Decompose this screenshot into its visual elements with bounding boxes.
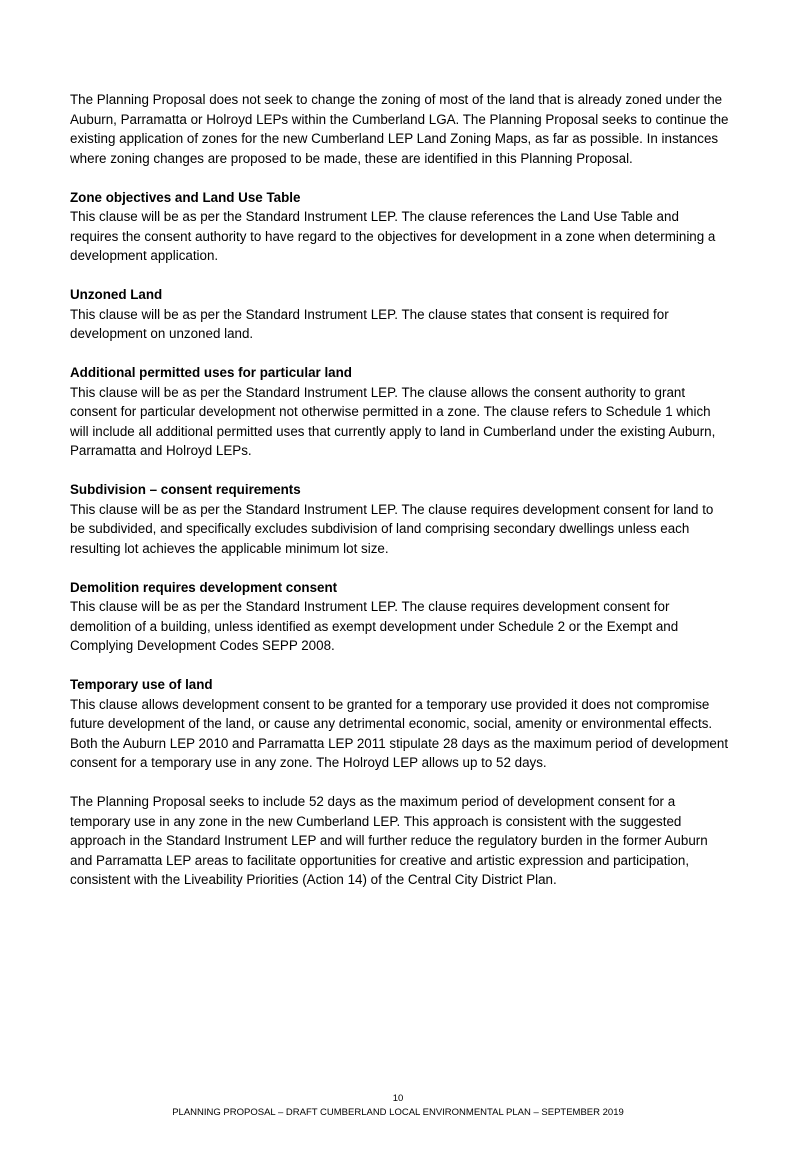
section-heading: Additional permitted uses for particular land bbox=[70, 365, 352, 380]
section-body-continued: The Planning Proposal seeks to include 52 days as the maximum period of development consent for a temporary use in any zone in the new Cumberland LEP. This approach is consistent with the suggested approach in the Standard Instrument LEP and will further reduce the regulatory burden in the former Auburn and Parramatta LEP areas to facilitate opportunities for creative and artistic expression and participation, consistent with the Liveability Priorities (Action 14) of the Central City District Plan. bbox=[70, 794, 708, 887]
section-body: This clause allows development consent to be granted for a temporary use provided it does not compromise future development of the land, or cause any detrimental economic, social, amenity or environmental effects. Both the Auburn LEP 2010 and Parramatta LEP 2011 stipulate 28 days as the maximum period of development consent for a temporary use in any zone. The Holroyd LEP allows up to 52 days. bbox=[70, 696, 729, 770]
footer-title: PLANNING PROPOSAL – DRAFT CUMBERLAND LOCAL ENVIRONMENTAL PLAN – SEPTEMBER 2019 bbox=[172, 1107, 624, 1118]
section-heading: Subdivision – consent requirements bbox=[70, 482, 301, 497]
section-heading: Temporary use of land bbox=[70, 677, 213, 692]
section-zone-objectives bbox=[70, 188, 730, 266]
section-additional-permitted-uses bbox=[70, 363, 730, 461]
section-temporary-use bbox=[70, 675, 730, 890]
intro-paragraph: The Planning Proposal does not seek to change the zoning of most of the land that is already zoned under the Auburn, Parramatta or Holroyd LEPs within the Cumberland LGA. The Planning Proposal seeks to continue the existing application of zones for the new Cumberland LEP Land Zoning Maps, as far as possible. In instances where zoning changes are proposed to be made, these are identified in this Planning Proposal. bbox=[70, 92, 729, 166]
page-number: 10 bbox=[392, 1093, 404, 1104]
document-page bbox=[70, 90, 730, 909]
section-heading: Unzoned Land bbox=[70, 287, 163, 302]
section-body: This clause will be as per the Standard Instrument LEP. The clause states that consent is required for development on unzoned land. bbox=[70, 306, 669, 341]
section-body: This clause will be as per the Standard Instrument LEP. The clause requires development consent for demolition of a building, unless identified as exempt development under Schedule 2 or the Exempt and Complying Development Codes SEPP 2008. bbox=[70, 599, 679, 653]
section-body: This clause will be as per the Standard Instrument LEP. The clause allows the consent authority to grant consent for particular development not otherwise permitted in a zone. The clause refers to Schedule 1 which will include all additional permitted uses that currently apply to land in Cumberland under the existing Auburn, Parramatta and Holroyd LEPs. bbox=[70, 384, 716, 458]
section-demolition bbox=[70, 578, 730, 656]
section-unzoned-land bbox=[70, 285, 730, 344]
section-heading: Zone objectives and Land Use Table bbox=[70, 189, 301, 205]
section-body: This clause will be as per the Standard Instrument LEP. The clause references the Land Use Table and requires the consent authority to have regard to the objectives for development in a zone when determining a development application. bbox=[70, 209, 716, 263]
section-heading: Demolition requires development consent bbox=[70, 579, 338, 595]
section-subdivision bbox=[70, 480, 730, 558]
section-body: This clause will be as per the Standard Instrument LEP. The clause requires development consent for land to be subdivided, and specifically excludes subdivision of land comprising secondary dwellings unless each resulting lot achieves the applicable minimum lot size. bbox=[70, 501, 714, 556]
